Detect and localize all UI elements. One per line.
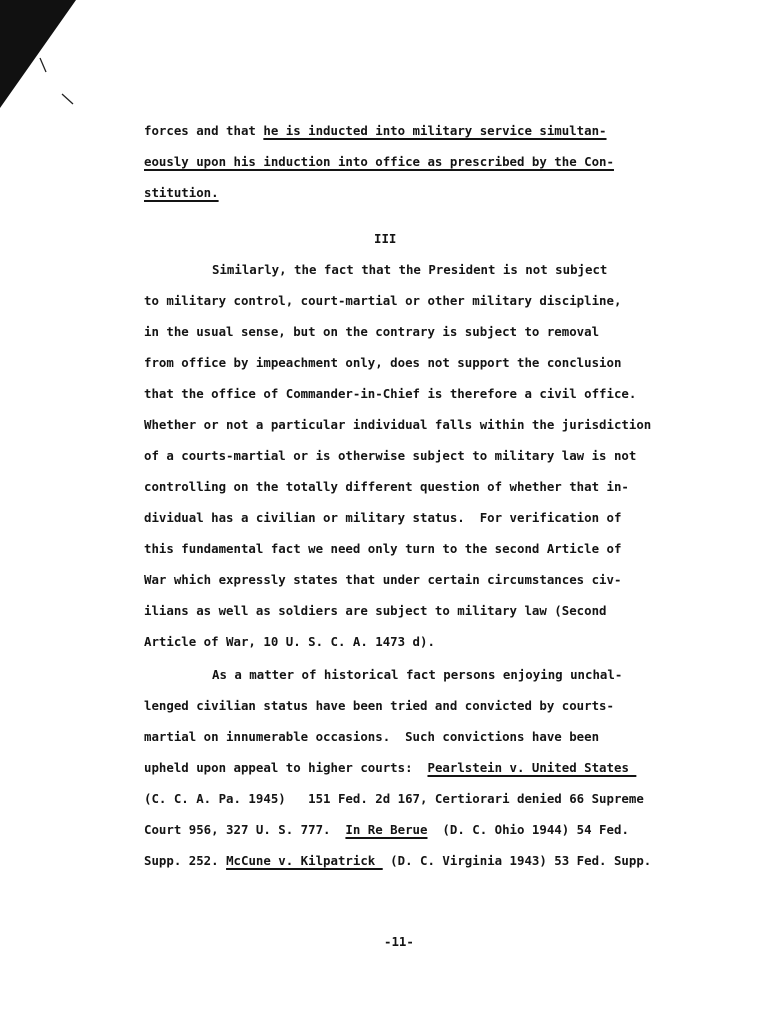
text-span: of a courts-martial or is otherwise subject to military law is not	[144, 448, 637, 463]
text-line	[144, 355, 621, 371]
underlined-text: stitution.	[144, 185, 219, 200]
text-line	[144, 634, 435, 650]
text-line	[144, 123, 607, 139]
text-line	[144, 791, 644, 807]
text-line	[144, 154, 614, 170]
text-line	[144, 572, 621, 588]
text-line	[144, 853, 651, 869]
text-span: forces and that	[144, 123, 264, 138]
text-line	[144, 510, 621, 526]
text-line	[144, 760, 636, 776]
text-line	[212, 667, 622, 683]
text-line	[144, 386, 636, 402]
text-span: As a matter of historical fact persons enjoying unchal-	[212, 667, 623, 682]
text-span: controlling on the totally different question of whether that in-	[144, 479, 629, 494]
text-span: (C. C. A. Pa. 1945) 151 Fed. 2d 167, Certiorari denied 66 Supreme	[144, 791, 644, 806]
text-span: this fundamental fact we need only turn to the second Article of	[144, 541, 622, 556]
underlined-text: eously upon his induction into office as prescribed by the Con-	[144, 154, 614, 169]
text-span: Court 956, 327 U. S. 777.	[144, 822, 346, 837]
text-line	[144, 822, 629, 838]
text-span: Similarly, the fact that the President is not subject	[212, 262, 608, 277]
scan-corner-shadow	[0, 0, 80, 110]
text-span: War which expressly states that under certain circumstances civ-	[144, 572, 622, 587]
underlined-text: In Re Berue	[345, 822, 428, 837]
text-span: dividual has a civilian or military status. For verification of	[144, 510, 622, 525]
text-line	[144, 479, 629, 495]
text-span: from office by impeachment only, does not support the conclusion	[144, 355, 622, 370]
text-span: ilians as well as soldiers are subject to military law (Second	[144, 603, 607, 618]
text-span: Article of War, 10 U. S. C. A. 1473 d).	[144, 634, 435, 649]
text-line	[144, 729, 599, 745]
text-span: Supp. 252.	[144, 853, 227, 868]
text-line	[212, 262, 607, 278]
text-span: martial on innumerable occasions. Such convictions have been	[144, 729, 600, 744]
underlined-text: he is inducted into military service simultan-	[263, 123, 607, 138]
text-span: upheld upon appeal to higher courts:	[144, 760, 428, 775]
page-number: -11-	[384, 934, 414, 949]
text-span: to military control, court-martial or other military discipline,	[144, 293, 622, 308]
text-span: (D. C. Virginia 1943) 53 Fed. Supp.	[382, 853, 652, 868]
text-line	[144, 185, 219, 201]
text-line	[144, 603, 607, 619]
text-span: that the office of Commander-in-Chief is therefore a civil office.	[144, 386, 637, 401]
text-line	[144, 448, 636, 464]
text-line	[144, 698, 614, 714]
underlined-text: Pearlstein v. United States	[427, 760, 637, 775]
text-line	[144, 417, 651, 433]
text-span: (D. C. Ohio 1944) 54 Fed.	[427, 822, 629, 837]
underlined-text: McCune v. Kilpatrick	[226, 853, 383, 868]
text-line	[144, 293, 621, 309]
text-line	[144, 541, 621, 557]
section-heading: III	[374, 231, 397, 246]
text-span: in the usual sense, but on the contrary is subject to removal	[144, 324, 600, 339]
text-span: Whether or not a particular individual falls within the jurisdiction	[144, 417, 652, 432]
text-line	[144, 324, 599, 340]
text-span: lenged civilian status have been tried and convicted by courts-	[144, 698, 614, 713]
